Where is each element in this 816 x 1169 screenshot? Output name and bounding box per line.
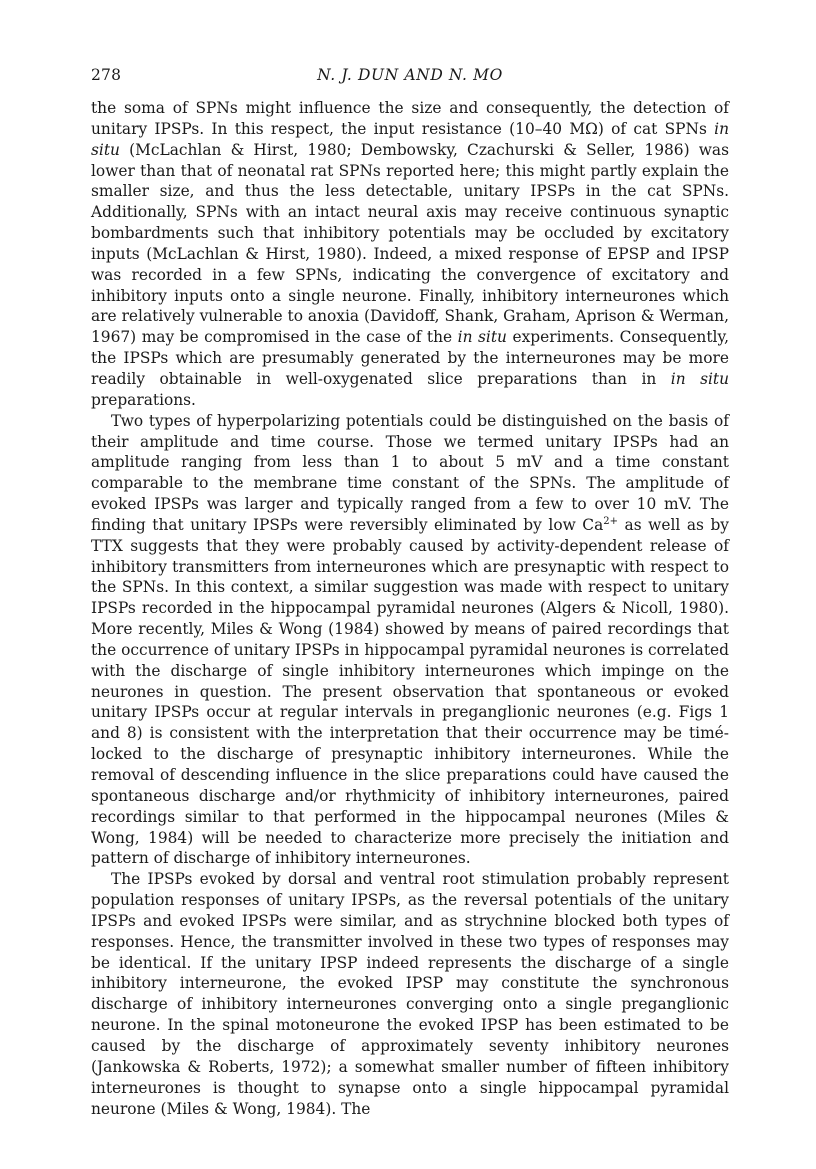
italic-term: in situ bbox=[457, 328, 507, 347]
italic-term: in situ bbox=[670, 369, 729, 388]
paragraph-1 bbox=[91, 98, 729, 411]
text-span: experiments. Consequently, the IPSPs which are presumably generated by the interneurones may be more readily obtainable in well-oxygenated slice preparations than in bbox=[91, 328, 729, 388]
superscript: 2+ bbox=[603, 515, 618, 527]
text-span: the soma of SPNs might influence the size and consequently, the detection of unitary IPSPs. In this respect, the input resistance (10–40 MΩ) of cat SPNs bbox=[91, 99, 729, 138]
text-span: preparations. bbox=[91, 390, 196, 409]
body-text bbox=[91, 98, 729, 1119]
running-head: N. J. DUN AND N. MO bbox=[317, 66, 503, 84]
paragraph-2 bbox=[91, 411, 729, 870]
text-span: The IPSPs evoked by dorsal and ventral root stimulation probably represent population responses of unitary IPSPs, as the reversal potentials of the unitary IPSPs and evoked IPSPs were similar, and as strychnine blocked both types of responses. Hence, the transmitter involved in these two types of responses may be identical. If the unitary IPSP indeed represents the discharge of a single inhibitory interneurone, the evoked IPSP may constitute the synchronous discharge of inhibitory interneurones converging onto a single preganglionic neurone. In the spinal motoneurone the evoked IPSP has been estimated to be caused by the discharge of approximately seventy inhibitory neurones (Jankowska & Roberts, 1972); a somewhat smaller number of fifteen inhibitory interneurones is thought to synapse onto a single hippocampal pyramidal neurone (Miles & Wong, 1984). The bbox=[91, 870, 729, 1118]
text-span: Two types of hyperpolarizing potentials could be distinguished on the basis of their amplitude and time course. Those we termed unitary IPSPs had an amplitude ranging from less than 1 to about 5 mV and a time constant comparable to the membrane time constant of the SPNs. The amplitude of evoked IPSPs was larger and typically ranged from a few to over 10 mV. The finding that unitary IPSPs were reversibly eliminated by low Ca bbox=[91, 411, 729, 534]
text-span: as well as by TTX suggests that they were probably caused by activity-dependent release of inhibitory transmitters from interneurones which are presynaptic with respect to the SPNs. In this context, a similar suggestion was made with respect to unitary IPSPs recorded in the hippocampal pyramidal neurones (Algers & Nicoll, 1980). More recently, Miles & Wong (1984) showed by means of paired recordings that the occurrence of unitary IPSPs in hippocampal pyramidal neurones is correlated with the discharge of single inhibitory interneurones which impinge on the neurones in question. The present observation that spontaneous or evoked unitary IPSPs occur at regular intervals in preganglionic neurones (e.g. Figs 1 and 8) is consistent with the interpretation that their occurrence may be timé-locked to the discharge of presynaptic inhibitory interneurones. While the removal of descending influence in the slice preparations could have caused the spontaneous discharge and/or rhythmicity of inhibitory interneurones, paired recordings similar to that performed in the hippocampal neurones (Miles & Wong, 1984) will be needed to characterize more precisely the initiation and pattern of discharge of inhibitory interneurones. bbox=[91, 515, 729, 868]
page-header bbox=[91, 66, 729, 90]
paragraph-3 bbox=[91, 869, 729, 1119]
text-span: (McLachlan & Hirst, 1980; Dembowsky, Czachurski & Seller, 1986) was lower than that of neonatal rat SPNs reported here; this might partly explain the smaller size, and thus the less detectable, unitary IPSPs in the cat SPNs. Additionally, SPNs with an intact neural axis may receive continuous synaptic bombardments such that inhibitory potentials may be occluded by excitatory inputs (McLachlan & Hirst, 1980). Indeed, a mixed response of EPSP and IPSP was recorded in a few SPNs, indicating the convergence of excitatory and inhibitory inputs onto a single neurone. Finally, inhibitory interneurones which are relatively vulnerable to anoxia (Davidoff, Shank, Graham, Aprison & Werman, 1967) may be compromised in the case of the bbox=[91, 140, 729, 347]
page-number: 278 bbox=[91, 66, 122, 84]
italic-term: in situ bbox=[91, 119, 729, 159]
